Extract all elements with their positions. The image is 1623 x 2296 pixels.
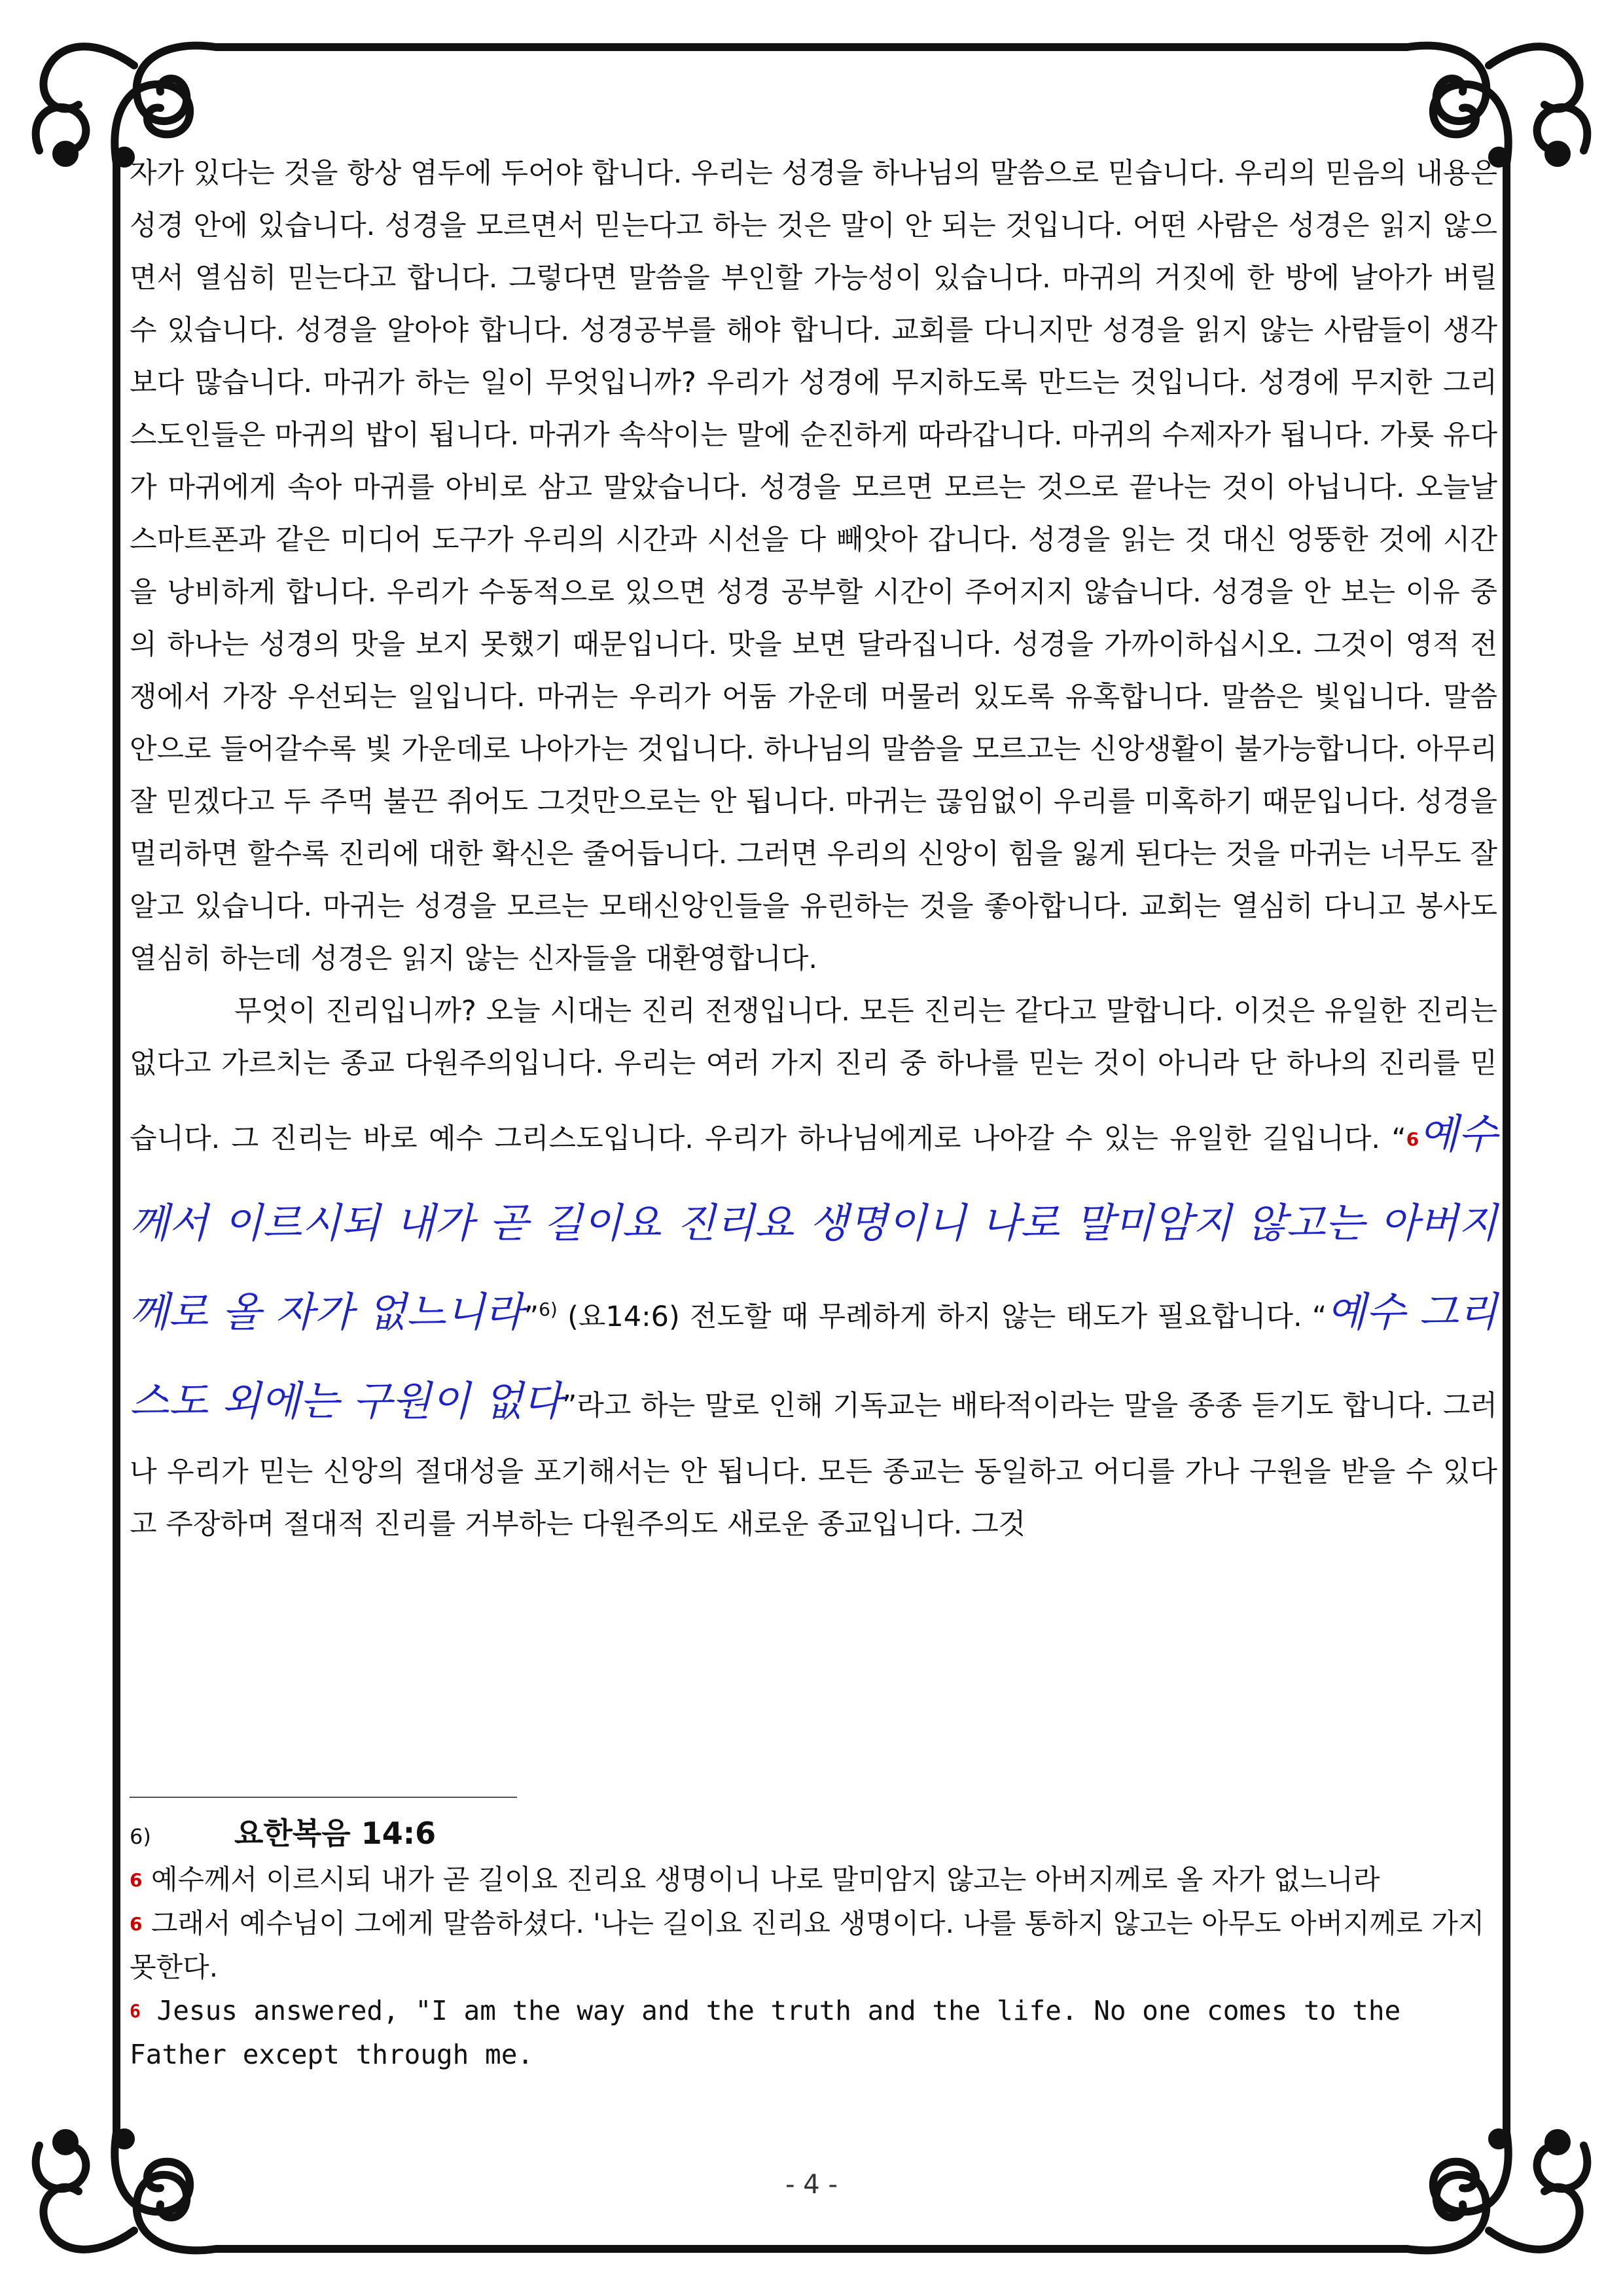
footnotes — [130, 1812, 1497, 2076]
footnote-verse-krv — [130, 1858, 1497, 1902]
verse-text: Jesus answered, "I am the way and the truth and the life. No one comes to the Father except through me. — [130, 1995, 1401, 2070]
footnote-title: 요한복음 14:6 — [234, 1816, 437, 1851]
paragraph-2 — [130, 985, 1497, 1551]
footnote-verse-modern — [130, 1902, 1497, 1989]
verse-number: 6 — [130, 1913, 143, 1935]
paragraph-2-intro: 무엇이 진리입니까? 오늘 시대는 진리 전쟁입니다. 모든 진리는 같다고 말합니다. 이것은 유일한 진리는 없다고 가르치는 종교 다원주의입니다. 우리는 여러 가지 진리 중 하나를 믿는 것이 아니라 단 하나의 진리를 믿습니다. 그 진리는 바로 예수 그리스도입니다. 우리가 하나님에게로 나아갈 수 있는 유일한 길입니다. “ — [130, 995, 1497, 1155]
verse-number: 6 — [130, 2000, 141, 2022]
paragraph-1: 자가 있다는 것을 항상 염두에 두어야 합니다. 우리는 성경을 하나님의 말씀으로 믿습니다. 우리의 믿음의 내용은 성경 안에 있습니다. 성경을 모르면서 믿는다고 하는 것은 말이 안 되는 것입니다. 어떤 사람은 성경은 읽지 않으면서 열심히 믿는다고 합니다. 그렇다면 말씀을 부인할 가능성이 있습니다. 마귀의 거짓에 한 방에 날아가 버릴 수 있습니다. 성경을 알아야 합니다. 성경공부를 해야 합니다. 교회를 다니지만 성경을 읽지 않는 사람들이 생각보다 많습니다. 마귀가 하는 일이 무엇입니까? 우리가 성경에 무지하도록 만드는 것입니다. 성경에 무지한 그리스도인들은 마귀의 밥이 됩니다. 마귀가 속삭이는 말에 순진하게 따라갑니다. 마귀의 수제자가 됩니다. 가룟 유다가 마귀에게 속아 마귀를 아비로 삼고 말았습니다. 성경을 모르면 모르는 것으로 끝나는 것이 아닙니다. 오늘날 스마트폰과 같은 미디어 도구가 우리의 시간과 시선을 다 빼앗아 갑니다. 성경을 읽는 것 대신 엉뚱한 것에 시간을 낭비하게 합니다. 우리가 수동적으로 있으면 성경 공부할 시간이 주어지지 않습니다. 성경을 안 보는 이유 중의 하나는 성경의 맛을 보지 못했기 때문입니다. 맛을 보면 달라집니다. 성경을 가까이하십시오. 그것이 영적 전쟁에서 가장 우선되는 일입니다. 마귀는 우리가 어둠 가운데 머물러 있도록 유혹합니다. 말씀은 빛입니다. 말씀 안으로 들어갈수록 빛 가운데로 나아가는 것입니다. 하나님의 말씀을 모르고는 신앙생활이 불가능합니다. 아무리 잘 믿겠다고 두 주먹 불끈 쥐어도 그것만으로는 안 됩니다. 마귀는 끊임없이 우리를 미혹하기 때문입니다. 성경을 멀리하면 할수록 진리에 대한 확신은 줄어듭니다. 그러면 우리의 신앙이 힘을 잃게 된다는 것을 마귀는 너무도 잘 알고 있습니다. 마귀는 성경을 모르는 모태신앙인들을 유린하는 것을 좋아합니다. 교회는 열심히 다니고 봉사도 열심히 하는데 성경은 읽지 않는 신자들을 대환영합니다. — [130, 157, 1497, 975]
footnote-marker: 6) — [130, 1824, 151, 1849]
verse-text: 예수께서 이르시되 내가 곧 길이요 진리요 생명이니 나로 말미암지 않고는 아버지께로 올 자가 없느니라 — [142, 1863, 1380, 1895]
scripture-quote-2: 예수 그리스도 외에는 구원이 없다 — [130, 1288, 1497, 1425]
verse-number: 6 — [130, 1869, 143, 1891]
scripture-quote: 예수께서 이르시되 내가 곧 길이요 진리요 생명이니 나로 말미암지 않고는 아버지께로 올 자가 없느니라 — [130, 1110, 1497, 1336]
verse-number: 6 — [1406, 1128, 1419, 1150]
after-quote-text: ”라고 하는 말로 인해 기독교는 배타적이라는 말을 종종 듣기도 합니다. 그러나 우리가 믿는 신앙의 절대성을 포기해서는 안 됩니다. 모든 종교는 동일하고 어디를 가나 구원을 받을 수 있다고 주장하며 절대적 진리를 거부하는 다원주의도 새로운 종교입니다. 그것 — [130, 1390, 1497, 1541]
quote-close: ” — [524, 1300, 539, 1333]
main-text — [130, 147, 1497, 1551]
footnote-divider — [130, 1797, 517, 1798]
corner-ornament — [36, 46, 216, 164]
after-reference-text: (요14:6) 전도할 때 무례하게 하지 않는 태도가 필요합니다. “ — [557, 1300, 1327, 1333]
footnote-reference[interactable]: 6) — [539, 1299, 558, 1320]
page-number: - 4 - — [785, 2170, 838, 2200]
verse-text: 그래서 예수님이 그에게 말씀하셨다. '나는 길이요 진리요 생명이다. 나를 통하지 않고는 아무도 아버지께로 가지 못한다. — [130, 1907, 1485, 1983]
footnote-header — [130, 1812, 1497, 1858]
footnote-verse-english — [130, 1989, 1497, 2076]
